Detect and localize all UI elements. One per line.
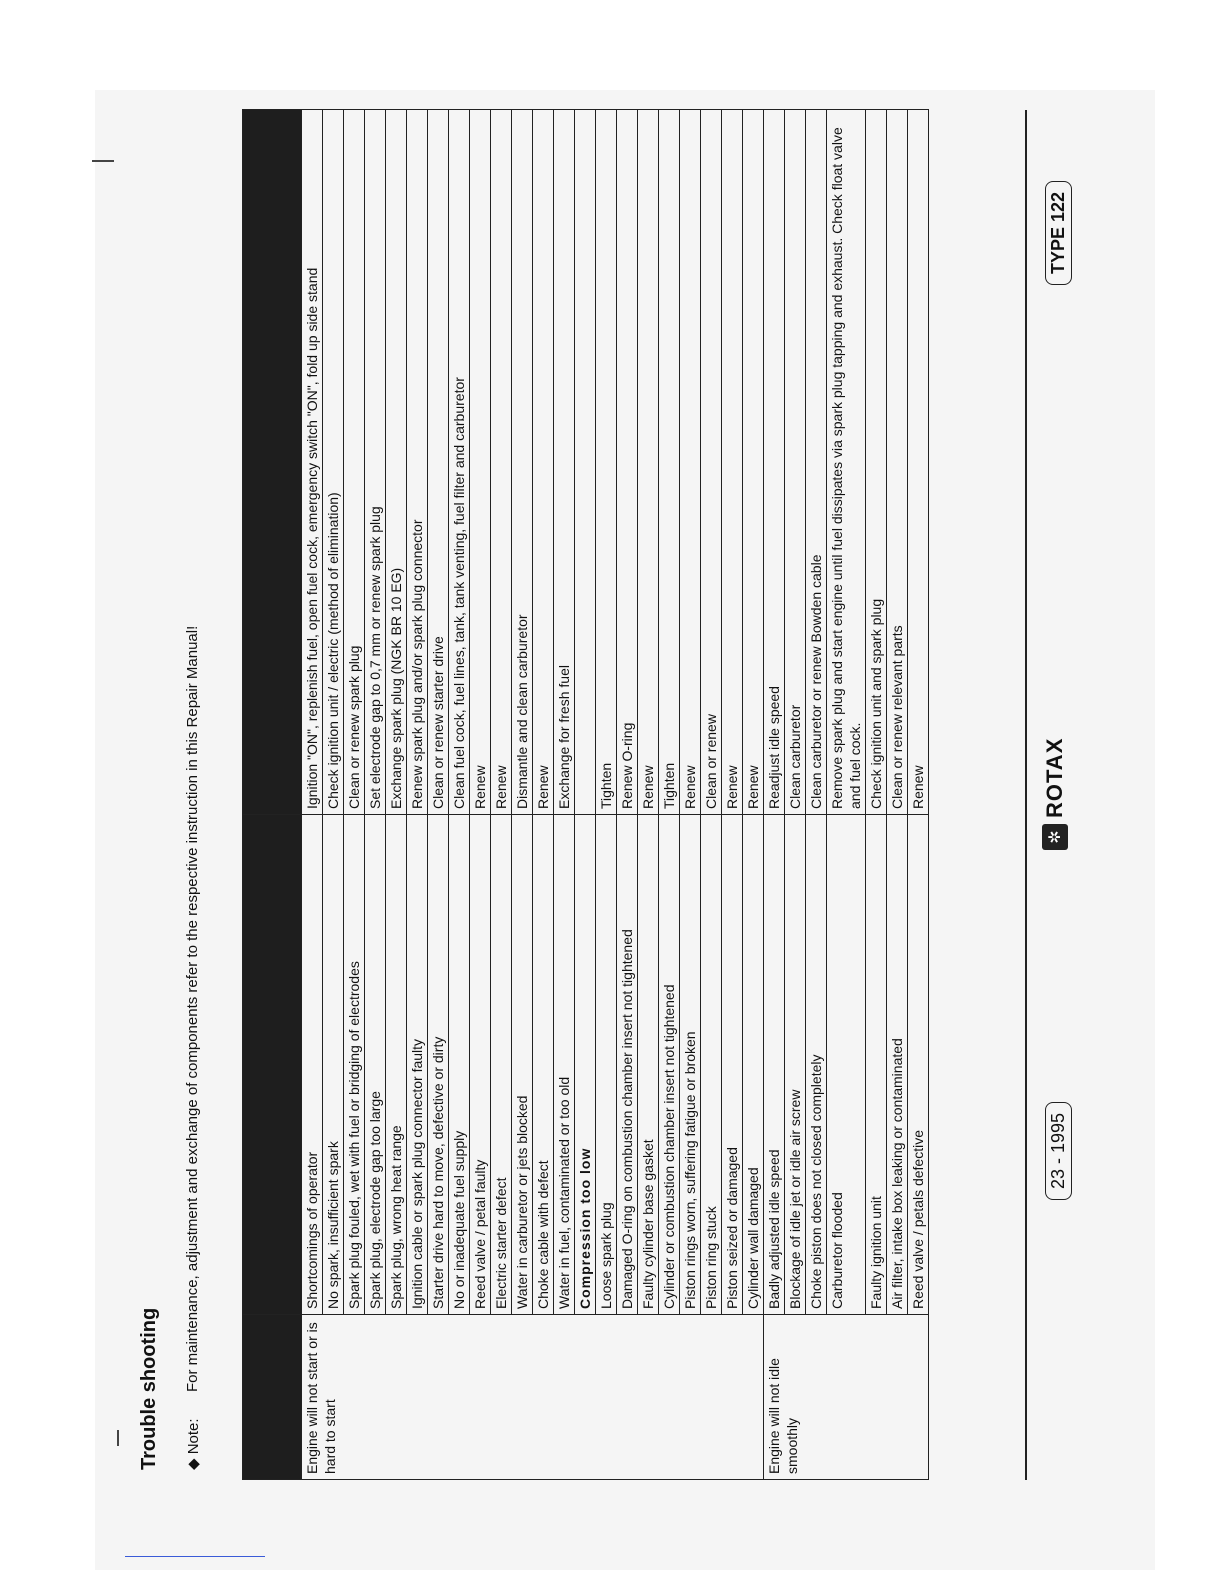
cause-cell: Ignition cable or spark plug connector faulty (407, 815, 428, 1315)
table-row (449, 110, 470, 1480)
remedy-cell: Renew (722, 110, 743, 815)
table-body (302, 110, 929, 1480)
remedy-cell: Clean fuel cock, fuel lines, tank, tank venting, fuel filter and carburetor (449, 110, 470, 815)
cause-cell: Cylinder or combustion chamber insert not tightened (659, 815, 680, 1315)
table-row (806, 110, 827, 1480)
table-row (659, 110, 680, 1480)
remedy-cell: Renew (743, 110, 764, 815)
note-label: ◆ Note: (185, 1418, 202, 1470)
table-row (533, 110, 554, 1480)
remedy-cell (575, 110, 596, 815)
table-header-row (243, 110, 302, 1480)
cause-cell: Water in fuel, contaminated or too old (554, 815, 575, 1315)
rotax-emblem-icon: ✲ (1042, 824, 1068, 850)
cause-cell: Loose spark plug (596, 815, 617, 1315)
table-row (365, 110, 386, 1480)
remedy-cell: Renew (680, 110, 701, 815)
remedy-cell: Clean or renew relevant parts (887, 110, 908, 815)
note-text: For maintenance, adjustment and exchange of components refer to the respective instruction in this Repair Manual! (184, 625, 201, 1392)
table-row (596, 110, 617, 1480)
table-row (344, 110, 365, 1480)
table-row (617, 110, 638, 1480)
remedy-cell: Exchange spark plug (NGK BR 10 EG) (386, 110, 407, 815)
cause-cell: Piston ring stuck (701, 815, 722, 1315)
cause-cell: Spark plug, electrode gap too large (365, 815, 386, 1315)
remedy-cell: Tighten (659, 110, 680, 815)
remedy-cell: Dismantle and clean carburetor (512, 110, 533, 815)
table-row (470, 110, 491, 1480)
header-cause (243, 815, 302, 1315)
table-row (887, 110, 908, 1480)
cause-cell: Spark plug fouled, wet with fuel or bridging of electrodes (344, 815, 365, 1315)
remedy-cell: Renew O-ring (617, 110, 638, 815)
cause-cell: Carburetor flooded (827, 815, 866, 1315)
cause-cell: Air filter, intake box leaking or contaminated (887, 815, 908, 1315)
remedy-cell: Clean or renew spark plug (344, 110, 365, 815)
table-row (722, 110, 743, 1480)
table-row (575, 110, 596, 1480)
table-row (764, 110, 785, 1480)
cause-cell: No spark, insufficient spark (323, 815, 344, 1315)
remedy-cell: Clean or renew (701, 110, 722, 815)
rotax-logo (1042, 738, 1068, 850)
table-row (785, 110, 806, 1480)
scan-mark (117, 1430, 119, 1446)
trouble-shooting-table (242, 109, 929, 1480)
cause-cell: Faulty ignition unit (866, 815, 887, 1315)
remedy-cell: Remove spark plug and start engine until fuel dissipates via spark plug tapping and exhaust. Check float valve and fuel cock. (827, 110, 866, 815)
remedy-cell: Tighten (596, 110, 617, 815)
remedy-cell: Clean or renew starter drive (428, 110, 449, 815)
remedy-cell: Exchange for fresh fuel (554, 110, 575, 815)
cause-cell: No or inadequate fuel supply (449, 815, 470, 1315)
remedy-cell: Renew (533, 110, 554, 815)
page-title: Trouble shooting (138, 1307, 160, 1470)
fault-cell: Engine will not start or is hard to start (302, 1315, 764, 1480)
table-row (908, 110, 929, 1480)
date-badge: 23 - 1995 (1045, 1102, 1072, 1200)
cause-cell: Damaged O-ring on combustion chamber insert not tightened (617, 815, 638, 1315)
table-row (407, 110, 428, 1480)
cause-cell: Blockage of idle jet or idle air screw (785, 815, 806, 1315)
remedy-cell: Renew (470, 110, 491, 815)
table-row (827, 110, 866, 1480)
remedy-cell: Clean carburetor or renew Bowden cable (806, 110, 827, 815)
table-row (323, 110, 344, 1480)
remedy-cell: Readjust idle speed (764, 110, 785, 815)
fault-cell: Engine will not idle smoothly (764, 1315, 929, 1480)
table-row (866, 110, 887, 1480)
remedy-cell: Renew (638, 110, 659, 815)
cause-cell: Shortcomings of operator (302, 815, 323, 1315)
remedy-cell: Clean carburetor (785, 110, 806, 815)
remedy-cell: Ignition "ON", replenish fuel, open fuel cock, emergency switch "ON", fold up side stand (302, 110, 323, 815)
remedy-cell: Renew (491, 110, 512, 815)
table-row (302, 110, 323, 1480)
cause-cell: Reed valve / petal faulty (470, 815, 491, 1315)
remedy-cell: Check ignition unit and spark plug (866, 110, 887, 815)
header-remedy (243, 110, 302, 815)
cause-cell: Cylinder wall damaged (743, 815, 764, 1315)
remedy-cell: Renew spark plug and/or spark plug connector (407, 110, 428, 815)
header-fault (243, 1315, 302, 1480)
cause-cell: Spark plug, wrong heat range (386, 815, 407, 1315)
cause-cell: Piston rings worn, suffering fatigue or broken (680, 815, 701, 1315)
table-row (386, 110, 407, 1480)
remedy-cell: Check ignition unit / electric (method of elimination) (323, 110, 344, 815)
type-badge: TYPE 122 (1045, 181, 1072, 285)
cause-cell: Starter drive hard to move, defective or dirty (428, 815, 449, 1315)
table-row (743, 110, 764, 1480)
table-row (491, 110, 512, 1480)
footer-rule (1025, 110, 1027, 1480)
cause-cell: Water in carburetor or jets blocked (512, 815, 533, 1315)
table-row (428, 110, 449, 1480)
cause-cell: Electric starter defect (491, 815, 512, 1315)
table-row (554, 110, 575, 1480)
cause-cell: Piston seized or damaged (722, 815, 743, 1315)
remedy-cell: Set electrode gap to 0,7 mm or renew spark plug (365, 110, 386, 815)
cause-cell: Choke cable with defect (533, 815, 554, 1315)
brand-name: ROTAX (1042, 737, 1067, 818)
table-row (512, 110, 533, 1480)
table-row (701, 110, 722, 1480)
scan-underline (125, 1556, 265, 1557)
remedy-cell: Renew (908, 110, 929, 815)
rotated-page (120, 20, 1160, 1480)
cause-cell: Choke piston does not closed completely (806, 815, 827, 1315)
cause-cell: Badly adjusted idle speed (764, 815, 785, 1315)
cause-cell: Compression too low (575, 815, 596, 1315)
table-row (680, 110, 701, 1480)
cause-cell: Reed valve / petals defective (908, 815, 929, 1315)
table-row (638, 110, 659, 1480)
scan-mark (92, 160, 114, 162)
cause-cell: Faulty cylinder base gasket (638, 815, 659, 1315)
